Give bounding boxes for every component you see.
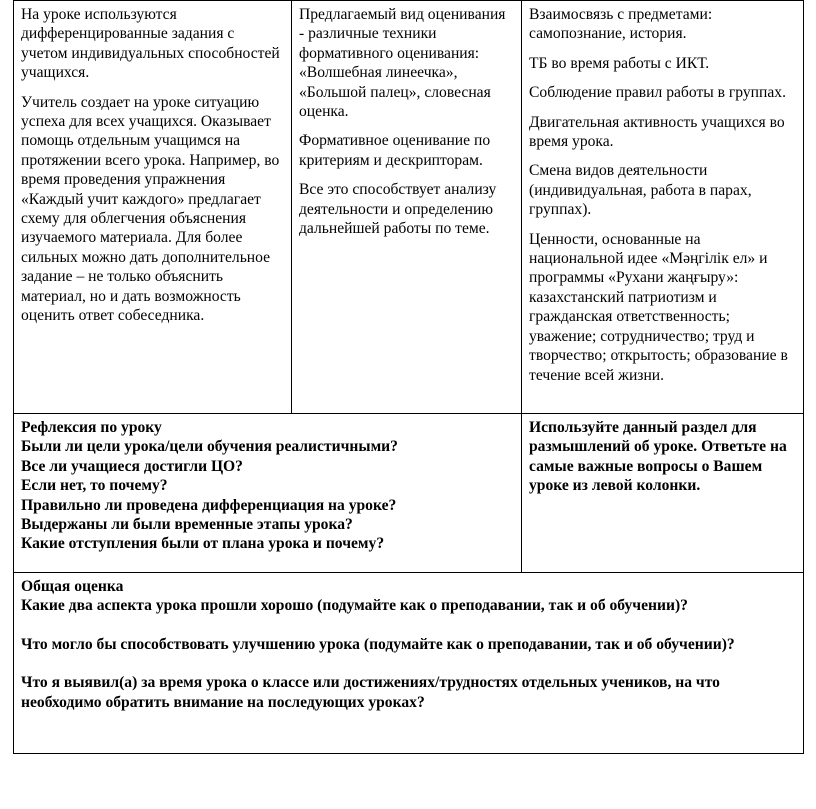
- assessment-paragraph: Предлагаемый вид оценивания - различные техники формативного оценивания: «Волшебная линеечка», «Большой палец», словесная оценка.: [299, 6, 506, 121]
- cross-curricular-paragraph: Двигательная активность учащихся во время урока.: [529, 113, 785, 151]
- reflection-cell: [14, 414, 522, 573]
- cross-curricular-cell: [522, 1, 804, 414]
- reflection-question: Выдержаны ли были временные этапы урока?: [21, 516, 353, 534]
- spacer: [21, 616, 796, 635]
- cross-curricular-paragraph: Смена видов деятельности (индивидуальная, работа в парах, группах).: [529, 162, 752, 219]
- overall-assessment-title: Общая оценка: [21, 578, 124, 595]
- reflection-question: Были ли цели урока/цели обучения реалистичными?: [21, 438, 398, 456]
- assessment-paragraph: Формативное оценивание по критериям и дескрипторам.: [299, 132, 491, 169]
- reflection-question: Если нет, то почему?: [21, 477, 168, 495]
- cross-curricular-paragraph: ТБ во время работы с ИКТ.: [529, 54, 710, 72]
- lesson-plan-page: [13, 0, 803, 754]
- reflection-question: Все ли учащиеся достигли ЦО?: [21, 457, 243, 475]
- cross-curricular-paragraph: Соблюдение правил работы в группах.: [529, 84, 786, 102]
- differentiation-cell: [14, 1, 292, 414]
- table-row: [14, 1, 804, 414]
- reflection-instruction: Используйте данный раздел для размышлений об уроке. Ответьте на самые важные вопросы о Вашем уроке из левой колонки.: [529, 419, 787, 495]
- lesson-plan-table: [13, 0, 804, 754]
- overall-assessment-question: Что могло бы способствовать улучшению урока (подумайте как о преподавании, так и об обучении)?: [21, 635, 735, 653]
- differentiation-paragraph: На уроке используются дифференцированные задания с учетом индивидуальных способностей учащихся.: [21, 6, 280, 82]
- overall-assessment-question: Что я выявил(а) за время урока о классе или достижениях/трудностях отдельных учеников, на что необходимо обратить внимание на последующих уроках?: [21, 674, 720, 711]
- reflection-question: Какие отступления были от плана урока и почему?: [21, 535, 385, 553]
- differentiation-paragraph: Учитель создает на уроке ситуацию успеха для всех учащихся. Оказывает помощь отдельным учащимся на протяжении всего урока. Например, во время проведения упражнения «Каждый учит каждого» предлагает схему для облегчения объяснения изучаемого материала. Для более сильных можно дать дополнительное задание – не только объяснить материал, но и дать возможность оценить ответ собеседника.: [21, 93, 280, 325]
- assessment-paragraph: Все это способствует анализу деятельности и определению дальнейшей работы по теме.: [299, 181, 497, 238]
- overall-assessment-cell: [14, 573, 804, 754]
- assessment-cell: [292, 1, 522, 414]
- spacer: [21, 654, 796, 673]
- reflection-title: Рефлексия по уроку: [21, 419, 162, 436]
- cross-curricular-paragraph: Ценности, основанные на национальной идее «Мәңгілік ел» и программы «Рухани жаңғыру»: казахстанский патриотизм и гражданская ответственность; уважение; сотрудничество; труд и творчество; открытость; образование в течение всей жизни.: [529, 230, 788, 384]
- table-row: [14, 573, 804, 754]
- table-row: [14, 414, 804, 573]
- reflection-instruction-cell: [522, 414, 804, 573]
- cross-curricular-paragraph: Взаимосвязь с предметами: самопознание, история.: [529, 6, 713, 43]
- reflection-question: Правильно ли проведена дифференциация на уроке?: [21, 496, 397, 514]
- overall-assessment-question: Какие два аспекта урока прошли хорошо (подумайте как о преподавании, так и об обучении)?: [21, 597, 688, 615]
